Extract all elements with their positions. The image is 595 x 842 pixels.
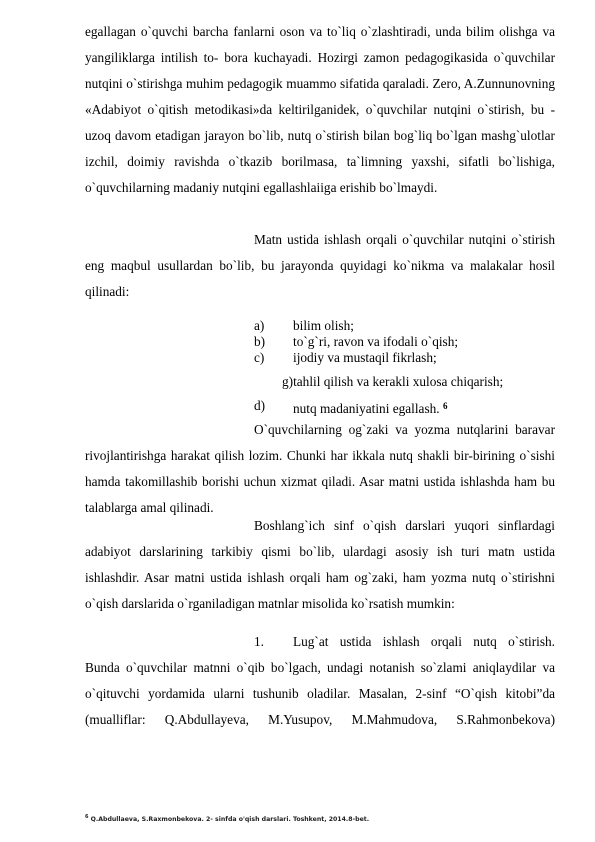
list-item-text: bilim olish; — [293, 318, 354, 333]
footnote — [85, 814, 369, 823]
list-item-label: d) — [254, 398, 266, 413]
paragraph-5-first-line: Lug`at ustida ishlash orqali nutq o`stirish. — [293, 634, 555, 649]
list-item-text: nutq madaniyatini egallash. $^6$ — [293, 401, 448, 416]
list-item-text: to`g`ri, ravon va ifodali o`qish; — [293, 334, 459, 349]
list-item-text: ijodiy va mustaqil fikrlash; — [293, 350, 437, 365]
list-item-label: c) — [254, 350, 265, 365]
footnote-text: Q.Abdullaeva, S.Raxmonbekova. 2- sinfda o'qish darslari. Toshkent, 2014.8-bet. — [90, 816, 370, 823]
paragraph-5: Bunda o`quvchilar matnni o`qib bo`lgach, undagi notanish so`zlami aniqlaydilar va o`qituvchi yordamida ularni tushunib oladilar. Masalan, 2-sinf “O`qish kitobi”da (mualliflar: Q.Abdullayeva, M.Yusupov, M.Mahmudova, S.Rahmonbekova) — [85, 660, 555, 727]
paragraph-1: egallagan o`quvchi barcha fanlarni oson va to`liq o`zlashtiradi, unda bilim olishga va yangiliklarga intilish to- bora kuchayadi. Hozirgi zamon pedagogikasida o`quvchilar nutqini o`stirishga muhim pedagogik muammo sifatida qaraladi. Zero, A.Zunnunovning «Adabiyot o`qitish metodikasi»da keltirilganidek, o`quvchilar nutqini o`stirish, bu - uzoq davom etadigan jarayon bo`lib, nutq o`stirish bilan bog`liq bo`lgan mashg`ulotlar izchil, doimiy ravishda o`tkazib borilmasa, ta`limning yaxshi, sifatli bo`lishiga, o`quvchilarning madaniy nutqini egallashlaiiga erishib bo`lmaydi. — [85, 24, 555, 195]
list-item-label: a) — [254, 318, 265, 333]
paragraph-4: Boshlang`ich sinf o`qish darslari yuqori sinflardagi adabiyot darslarining tarkibiy qismi bo`lib, ulardagi asosiy ish turi matn ustida ishlashdir. Asar matni ustida ishlash orqali ham og`zaki, ham yozma nutq o`stirishni o`qish darslarida o`rganiladigan matnlar misolida ko`rsatish mumkin: — [85, 518, 555, 611]
paragraph-2: Matn ustida ishlash orqali o`quvchilar nutqini o`stirish eng maqbul usullardan bo`lib, bu jarayonda quyidagi ko`nikma va malakalar hosil qilinadi: — [85, 232, 555, 299]
list-item-text: g)tahlil qilish va kerakli xulosa chiqarish; — [282, 374, 504, 389]
footnote-mark: 6 — [85, 814, 89, 820]
document-page: egallagan o`quvchi barcha fanlarni oson va to`liq o`zlashtiradi, unda bilim olishga va yangiliklarga intilish to- bora kuchayadi. Hozirgi zamon pedagogikasida o`quvchilar nutqini o`stirishga muhim pedagogik muammo sifatida qaraladi. Zero, A.Zunnunovning «Adabiyot o`qitish metodikasi»da keltirilganidek, o`quvchilar nutqini o`stirish, bu - uzoq davom etadigan jarayon bo`lib, nutq o`stirish bilan bog`liq bo`lgan mashg`ulotlar izchil, doimiy ravishda o`tkazib borilmasa, ta`limning yaxshi, sifatli bo`lishiga, o`quvchilarning madaniy nutqini egallashlaiiga erishib bo`lmaydi. Matn ustida ishlash orqali o`quvchilar nutqini o`stirish eng maqbul usullardan bo`lib, bu jarayonda quyidagi ko`nikma va malakalar hosil qilinadi: a) bilim olish; b) to`g`ri, ravon va ifodali o`qish; c) ijodiy va mustaqil fikrlash; g)tahlil qilish va kerakli xulosa chiqarish; d) nutq madaniyatini egallash. $^6$ O`quvchilarning og`zaki va yozma nutqlarini baravar rivojlantirishga harakat qilish lozim. Chunki har ikkala nutq shakli bir-birining o`sishi hamda takomillashib borishi uchun xizmat qiladi. Asar matni ustida ishlashda ham bu talablarga amal qilinadi. Boshlang`ich sinf o`qish darslari yuqori sinflardagi adabiyot darslarining tarkibiy qismi bo`lib, ulardagi asosiy ish turi matn ustida ishlashdir. Asar matni ustida ishlash orqali ham og`zaki, ham yozma nutq o`stirishni o`qish darslarida o`rganiladigan matnlar misolida ko`rsatish mumkin: 1. Lug`at ustida ishlash orqali nutq o`stirish. Bunda o`quvchilar matnni o`qib bo`lgach, undagi notanish so`zlami aniqlaydilar va o`qituvchi yordamida ularni tushunib oladilar. Masalan, 2-sinf “O`qish kitobi”da (mualliflar: Q.Abdullayeva, M.Yusupov, M.Mahmudova, S.Rahmonbekova) $^6$ Q.Abdullaeva, S.Raxmonbekova. 2- sinfda o'qish darslari. Toshkent, 2014.8-bet. — [0, 0, 595, 842]
list-item-label: b) — [254, 334, 266, 349]
footnote-reference: 6 — [442, 401, 448, 411]
paragraph-3: O`quvchilarning og`zaki va yozma nutqlarini baravar rivojlantirishga harakat qilish lozim. Chunki har ikkala nutq shakli bir-birining o`sishi hamda takomillashib borishi uchun xizmat qiladi. Asar matni ustida ishlashda ham bu talablarga amal qilinadi. — [85, 422, 555, 515]
